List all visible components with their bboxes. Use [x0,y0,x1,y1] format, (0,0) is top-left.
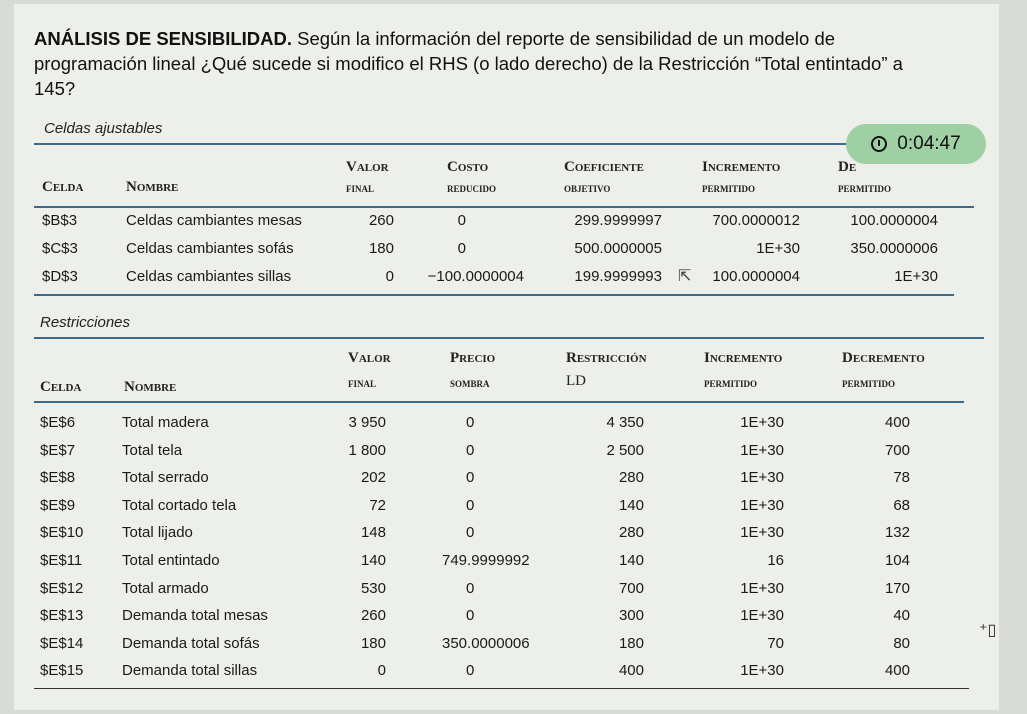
con-cell-increase: 1E+30 [740,524,784,542]
adj-cell-increase: 1E+30 [756,240,800,257]
con-cell-name: Total serrado [122,469,209,487]
con-cell-final: 140 [360,552,386,569]
adj-cell-final: 260 [368,212,394,229]
con-cell-shadow-price: 0 [466,662,475,680]
constraints-top-rule [34,337,984,339]
adj-cell-increase: 100.0000004 [712,268,800,285]
con-cell-ref: $E$14 [40,634,84,652]
con-cell-final: 180 [360,634,386,652]
adj-cell-coefficient: 299.9999997 [574,212,662,229]
con-cell-shadow-price: 0 [466,469,475,487]
con-cell-decrease: 78 [893,469,910,487]
adj-hdr-cost-2: reducido [447,180,497,195]
con-cell-final: 202 [360,469,386,487]
con-cell-increase: 1E+30 [740,441,784,459]
question-text [34,26,934,101]
con-cell-decrease: 400 [884,662,910,680]
con-cell-ref: $E$12 [40,579,84,597]
adj-hdr-final-1: Valor [346,159,389,175]
con-cell-rhs: 4 350 [606,414,644,431]
con-hdr-inc-2: permitido [704,375,758,390]
con-cell-decrease: 700 [884,441,910,459]
con-cell-ref: $E$13 [40,607,84,625]
adj-cell-decrease: 100.0000004 [850,212,938,229]
con-cell-decrease: 400 [884,414,910,431]
constraints-title: Restricciones [40,314,131,331]
adj-hdr-final-2: final [346,180,375,195]
con-cell-name: Total cortado tela [122,496,237,514]
con-cell-shadow-price: 749.9999992 [442,552,530,569]
con-hdr-dec-1: Decremento [842,350,925,366]
adj-hdr-name: Nombre [126,179,179,195]
con-cell-name: Total tela [122,441,183,459]
con-cell-increase: 1E+30 [740,607,784,625]
con-cell-name: Demanda total mesas [122,607,268,625]
adj-cell-name: Celdas cambiantes mesas [126,212,302,229]
con-cell-decrease: 170 [884,579,910,597]
con-cell-name: Total armado [122,579,209,597]
con-cell-decrease: 68 [893,496,910,514]
con-cell-increase: 1E+30 [740,662,784,680]
con-cell-name: Total entintado [122,552,220,569]
con-cell-shadow-price: 0 [466,441,475,459]
con-cell-name: Demanda total sillas [122,662,258,680]
con-cell-rhs: 280 [618,469,644,487]
con-cell-ref: $E$7 [40,441,76,459]
adj-cell-decrease: 350.0000006 [850,240,938,257]
con-cell-increase: 1E+30 [740,469,784,487]
con-cell-name: Demanda total sofás [122,634,260,652]
con-cell-increase: 16 [767,552,784,569]
con-cell-final: 0 [377,662,386,680]
timer-value: 0:04:47 [897,133,961,154]
con-cell-shadow-price: 0 [466,496,475,514]
con-cell-ref: $E$8 [40,469,76,487]
adj-hdr-dec-1: De [838,159,857,175]
adjustable-title: Celdas ajustables [44,120,163,137]
con-cell-rhs: 180 [618,634,644,652]
adjustable-header-rule [34,206,974,208]
constraints-header-rule [34,401,964,403]
con-cell-decrease: 104 [884,552,910,569]
adj-cell-ref: $D$3 [42,268,78,285]
adj-cell-reduced-cost: 0 [457,240,466,257]
adj-cell-decrease: 1E+30 [894,268,938,285]
document-page [14,4,999,710]
con-cell-rhs: 140 [618,496,644,514]
con-cell-name: Total madera [122,414,209,431]
question-body: Según la información del reporte de sensibilidad de un modelo de programación lineal ¿Qué sucede si modifico el RHS (o lado derecho) de la Restricción “Total entintado” a 145? [34,28,903,99]
con-cell-final: 72 [369,496,386,514]
con-cell-shadow-price: 350.0000006 [442,634,530,652]
con-cell-final: 530 [360,579,386,597]
con-hdr-rhs-2: LD [566,373,586,389]
adj-cell-name: Celdas cambiantes sillas [126,268,292,285]
adj-hdr-coef-2: objetivo [564,180,611,195]
con-hdr-name: Nombre [124,379,177,395]
con-cell-ref: $E$15 [40,662,84,680]
con-cell-rhs: 400 [618,662,644,680]
constraints-bottom-rule [34,688,969,689]
adj-hdr-dec-2: permitido [838,180,892,195]
con-cell-shadow-price: 0 [466,414,475,431]
mouse-cursor-icon: ⇱ [678,268,692,285]
con-cell-final: 148 [360,524,386,542]
adj-hdr-inc-1: Incremento [702,159,781,175]
con-cell-final: 260 [360,607,386,625]
con-hdr-price-2: sombra [450,375,490,390]
con-cell-rhs: 140 [618,552,644,569]
con-cell-increase: 1E+30 [740,579,784,597]
con-cell-increase: 1E+30 [740,496,784,514]
con-cell-ref: $E$11 [40,552,83,569]
con-cell-shadow-price: 0 [466,607,475,625]
adj-cell-final: 180 [368,240,394,257]
con-cell-increase: 70 [767,634,784,652]
adj-cell-reduced-cost: 0 [457,212,466,229]
con-cell-decrease: 40 [893,607,910,625]
con-cell-final: 1 800 [348,441,386,459]
con-hdr-cell: Celda [40,379,82,395]
adj-cell-coefficient: 199.9999993 [574,268,662,285]
con-hdr-final-2: final [348,375,377,390]
adj-hdr-cell: Celda [42,179,84,195]
timer-badge [846,124,986,164]
con-cell-shadow-price: 0 [466,579,475,597]
con-cell-decrease: 132 [884,524,910,542]
con-cell-name: Total lijado [122,524,193,542]
adjustable-top-rule [34,143,974,145]
adj-hdr-cost-1: Costo [447,159,489,175]
con-cell-rhs: 2 500 [606,441,644,459]
adj-cell-final: 0 [385,268,394,285]
con-hdr-inc-1: Incremento [704,350,783,366]
con-cell-shadow-price: 0 [466,524,475,542]
question-heading: ANÁLISIS DE SENSIBILIDAD. [34,28,292,49]
con-cell-rhs: 280 [618,524,644,542]
con-hdr-dec-2: permitido [842,375,896,390]
con-cell-ref: $E$6 [40,414,76,431]
con-hdr-final-1: Valor [348,350,391,366]
con-cell-ref: $E$10 [40,524,84,542]
adj-hdr-inc-2: permitido [702,180,756,195]
adj-cell-name: Celdas cambiantes sofás [126,240,294,257]
adj-cell-reduced-cost: −100.0000004 [427,268,524,285]
con-cell-decrease: 80 [893,634,910,652]
con-hdr-rhs-1: Restricción [566,350,647,366]
side-marker-icon: ⁺▯ [979,622,997,639]
con-cell-final: 3 950 [348,414,386,431]
adj-cell-increase: 700.0000012 [712,212,800,229]
adj-cell-ref: $B$3 [42,212,78,229]
adj-hdr-coef-1: Coeficiente [564,159,644,175]
adjustable-bottom-rule [34,294,954,296]
adj-cell-ref: $C$3 [42,240,78,257]
adj-cell-coefficient: 500.0000005 [574,240,662,257]
con-cell-ref: $E$9 [40,496,76,514]
con-cell-rhs: 300 [618,607,644,625]
con-hdr-price-1: Precio [450,350,496,366]
con-cell-increase: 1E+30 [740,414,784,431]
con-cell-rhs: 700 [618,579,644,597]
clock-icon [871,136,887,152]
